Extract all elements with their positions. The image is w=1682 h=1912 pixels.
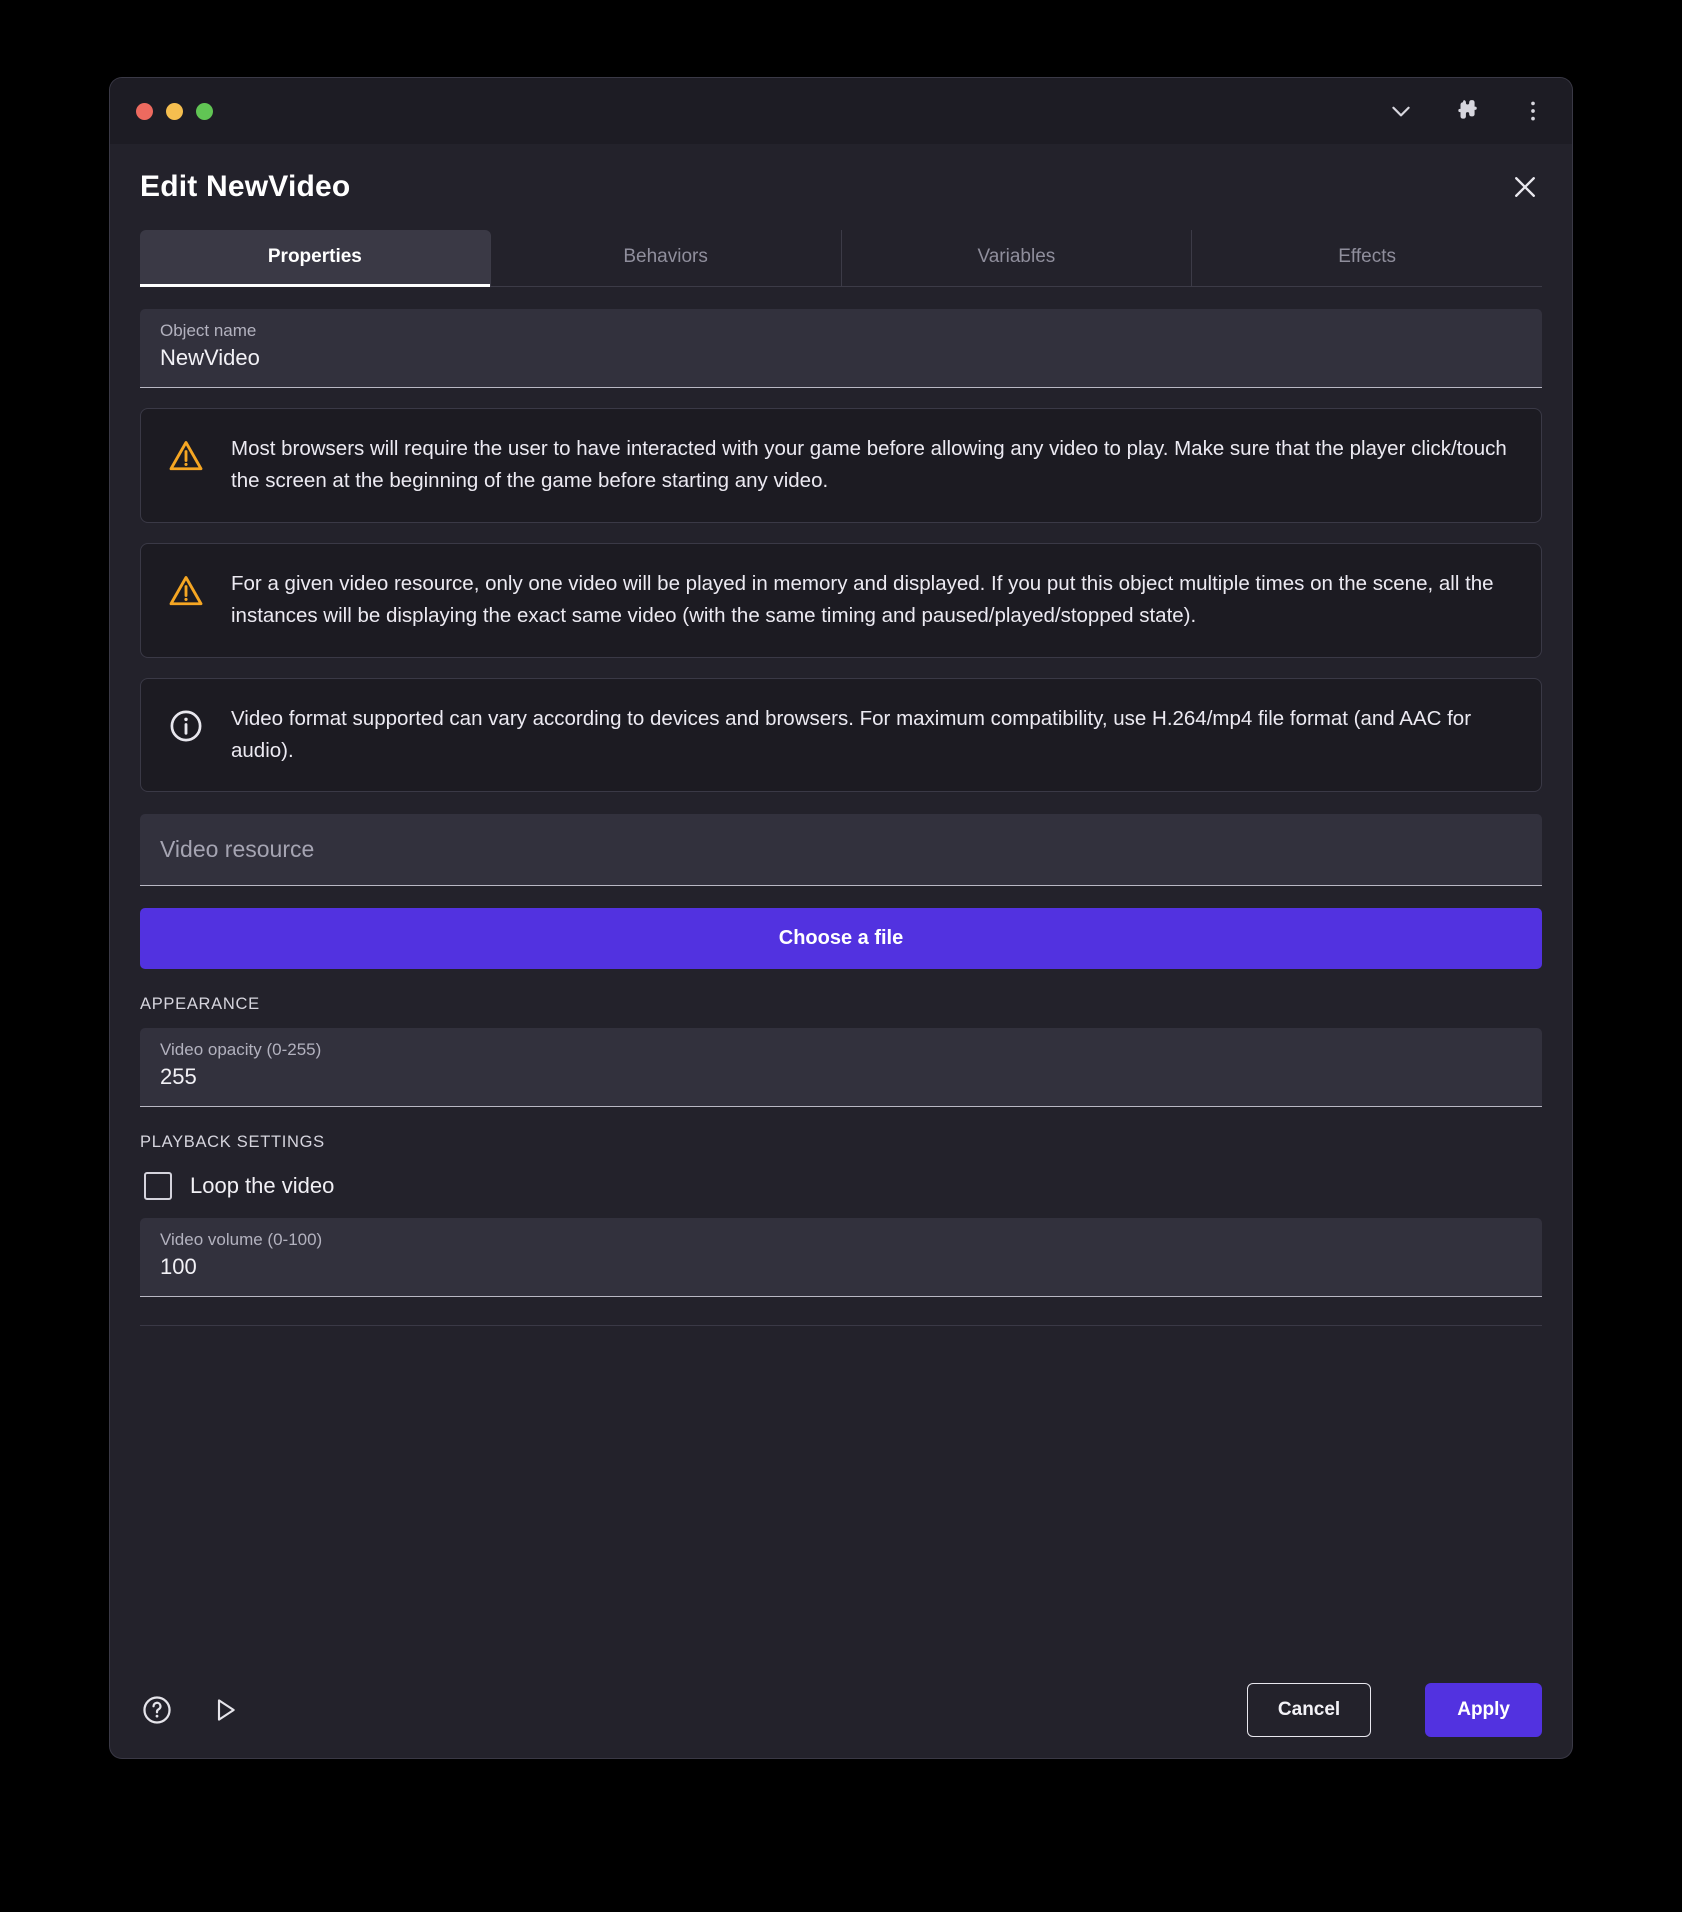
chevron-down-icon[interactable] (1388, 98, 1414, 124)
window-close-button[interactable] (136, 103, 153, 120)
dialog-footer (110, 1662, 1572, 1758)
choose-a-file-button[interactable]: Choose a file (140, 908, 1542, 969)
tab-properties-label: Properties (267, 246, 362, 267)
window-traffic-lights (136, 103, 213, 120)
tab-variables[interactable] (842, 230, 1193, 286)
video-volume-field[interactable] (140, 1218, 1542, 1297)
page-title: Edit NewVideo (140, 170, 351, 203)
video-opacity-label: Video opacity (0-255) (160, 1040, 322, 1060)
titlebar-actions (1388, 98, 1546, 124)
warning-triangle-icon (167, 572, 205, 610)
notice-single-video-instance (140, 543, 1542, 658)
footer-divider (140, 1325, 1542, 1326)
tab-effects-label: Effects (1338, 246, 1396, 267)
notice-text: For a given video resource, only one video will be played in memory and displayed. If you put this object multiple times on the scene, all the instances will be displaying the exact same video (with the same timing and paused/played/stopped state). (231, 571, 1494, 628)
video-opacity-field[interactable] (140, 1028, 1542, 1107)
tab-variables-label: Variables (977, 246, 1056, 267)
notice-text: Most browsers will require the user to have interacted with your game before allowing any video to play. Make sure that the player click/touch the screen at the beginning of the game before starting any video. (231, 437, 1507, 493)
tab-properties[interactable] (140, 230, 491, 286)
playback-section-title: PLAYBACK SETTINGS (140, 1133, 325, 1152)
appearance-section-title: APPEARANCE (140, 995, 260, 1014)
apply-button[interactable]: Apply (1425, 1683, 1542, 1737)
window-maximize-button[interactable] (196, 103, 213, 120)
video-resource-placeholder: Video resource (160, 836, 315, 863)
window-titlebar (110, 78, 1572, 144)
dialog-body (110, 287, 1572, 1662)
object-name-field[interactable] (140, 309, 1542, 388)
notice-browser-interaction (140, 408, 1542, 523)
object-name-label: Object name (160, 321, 257, 340)
info-circle-icon (167, 707, 205, 745)
loop-video-checkbox[interactable] (144, 1172, 172, 1200)
notice-text: Video format supported can vary according to devices and browsers. For maximum compatibility, use H.264/mp4 file format (and AAC for audio). (231, 706, 1472, 762)
edit-video-dialog-window (110, 78, 1572, 1758)
tab-behaviors[interactable] (491, 230, 842, 286)
video-volume-label: Video volume (0-100) (160, 1230, 323, 1250)
video-volume-input[interactable]: 100 (160, 1254, 197, 1280)
loop-video-row[interactable] (140, 1168, 1542, 1204)
dialog-tabs (140, 230, 1542, 287)
more-vertical-icon[interactable] (1520, 98, 1546, 124)
dialog-header (110, 144, 1572, 212)
object-name-input[interactable]: NewVideo (160, 345, 260, 370)
notice-video-format (140, 678, 1542, 793)
warning-triangle-icon (167, 437, 205, 475)
tab-behaviors-label: Behaviors (623, 246, 708, 267)
loop-video-label: Loop the video (190, 1173, 335, 1199)
close-icon[interactable] (1508, 170, 1542, 204)
window-minimize-button[interactable] (166, 103, 183, 120)
play-triangle-icon[interactable] (208, 1693, 242, 1727)
puzzle-piece-icon[interactable] (1454, 98, 1480, 124)
video-opacity-input[interactable]: 255 (160, 1064, 197, 1090)
help-circle-icon[interactable] (140, 1693, 174, 1727)
tab-effects[interactable] (1192, 230, 1542, 286)
cancel-button[interactable]: Cancel (1247, 1683, 1371, 1737)
video-resource-field[interactable] (140, 814, 1542, 886)
